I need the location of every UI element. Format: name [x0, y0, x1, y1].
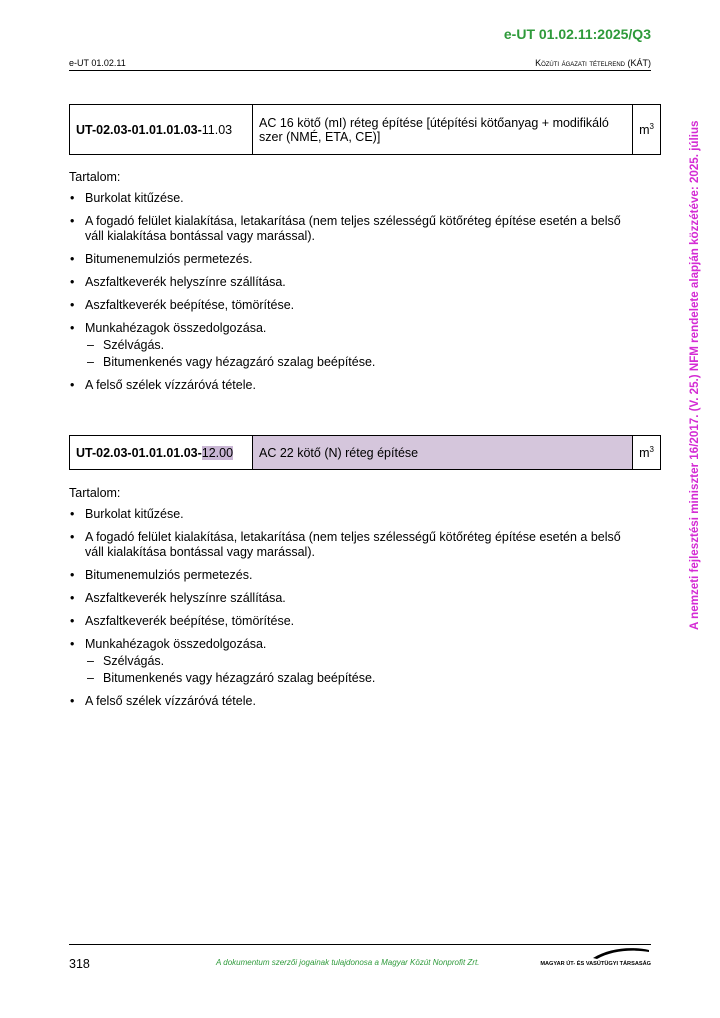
- sub-list-item: – Szélvágás.: [85, 654, 629, 669]
- sub-list-item: – Bitumenkenés vagy hézagzáró szalag beépítése.: [85, 671, 629, 686]
- unit-base: m: [639, 123, 650, 138]
- logo-text: MAGYAR ÚT- ÉS VASÚTÜGYI TÁRSASÁG: [540, 961, 651, 967]
- sub-list-item: – Bitumenkenés vagy hézagzáró szalag beépítése.: [85, 355, 629, 370]
- item-code: [70, 436, 253, 470]
- item-code-bold: UT-02.03-01.01.01.03-: [76, 445, 202, 460]
- list-item: • Aszfaltkeverék helyszínre szállítása.: [69, 275, 629, 290]
- footer-copyright: A dokumentum szerzői jogainak tulajdonosa a Magyar Közút Nonprofit Zrt.: [216, 958, 480, 967]
- item-description: AC 16 kötő (mI) réteg építése [útépítési kötőanyag + modifikáló szer (NMÉ, ETA, CE)]: [253, 105, 633, 155]
- item-unit: [633, 436, 661, 470]
- contents-label: Tartalom:: [69, 486, 121, 500]
- header-rule: [69, 70, 651, 71]
- list-item: • A fogadó felület kialakítása, letakarítása (nem teljes szélességű kötőréteg építése esetén a belső váll kialakítása bontással vagy marással).: [69, 214, 629, 244]
- item-table-2: [69, 435, 661, 470]
- list-item: [69, 321, 629, 370]
- item-code-tail: 11.03: [201, 122, 233, 137]
- contents-list: [69, 191, 629, 393]
- list-item: • A felső szélek vízzáróvá tétele.: [69, 694, 629, 709]
- list-item: • Aszfaltkeverék helyszínre szállítása.: [69, 591, 629, 606]
- list-item: [69, 637, 629, 686]
- list-item: • A felső szélek vízzáróvá tétele.: [69, 378, 629, 393]
- footer-rule: [69, 944, 651, 945]
- page-number: 318: [69, 957, 90, 971]
- sub-list: [85, 338, 629, 370]
- sub-list-item: – Szélvágás.: [85, 338, 629, 353]
- header-left: e-UT 01.02.11: [69, 58, 126, 68]
- road-swoosh-icon: [591, 946, 651, 960]
- item-table-1: [69, 104, 661, 155]
- list-item: • Burkolat kitűzése.: [69, 191, 629, 206]
- item-description: AC 22 kötő (N) réteg építése: [253, 436, 633, 470]
- item-unit: [633, 105, 661, 155]
- unit-base: m: [639, 446, 650, 461]
- society-logo: [540, 946, 651, 972]
- unit-exponent: 3: [649, 444, 654, 454]
- sub-list: [85, 654, 629, 686]
- document-code: e-UT 01.02.11:2025/Q3: [503, 26, 651, 42]
- list-item-text: Munkahézagok összedolgozása.: [85, 321, 267, 335]
- contents-section-2: [69, 486, 629, 717]
- list-item: • Bitumenemulziós permetezés.: [69, 252, 629, 267]
- list-item: • Aszfaltkeverék beépítése, tömörítése.: [69, 614, 629, 629]
- contents-section-1: [69, 170, 629, 401]
- contents-list: [69, 507, 629, 709]
- list-item-text: Munkahézagok összedolgozása.: [85, 637, 267, 651]
- item-code-tail: 12.00: [201, 445, 234, 460]
- unit-exponent: 3: [649, 121, 654, 131]
- list-item: • A fogadó felület kialakítása, letakarítása (nem teljes szélességű kötőréteg építése esetén a belső váll kialakítása bontással vagy marással).: [69, 530, 629, 560]
- header-right: Közúti ágazati tételrend (KÁT): [535, 58, 651, 68]
- list-item: • Aszfaltkeverék beépítése, tömörítése.: [69, 298, 629, 313]
- list-item: • Burkolat kitűzése.: [69, 507, 629, 522]
- side-publication-note: A nemzeti fejlesztési miniszter 16/2017. (V. 25.) NFM rendelete alapján közzétéve: 2025. július: [688, 120, 701, 630]
- item-code: [70, 105, 253, 155]
- list-item: • Bitumenemulziós permetezés.: [69, 568, 629, 583]
- item-code-bold: UT-02.03-01.01.01.03-: [76, 122, 202, 137]
- contents-label: Tartalom:: [69, 170, 121, 184]
